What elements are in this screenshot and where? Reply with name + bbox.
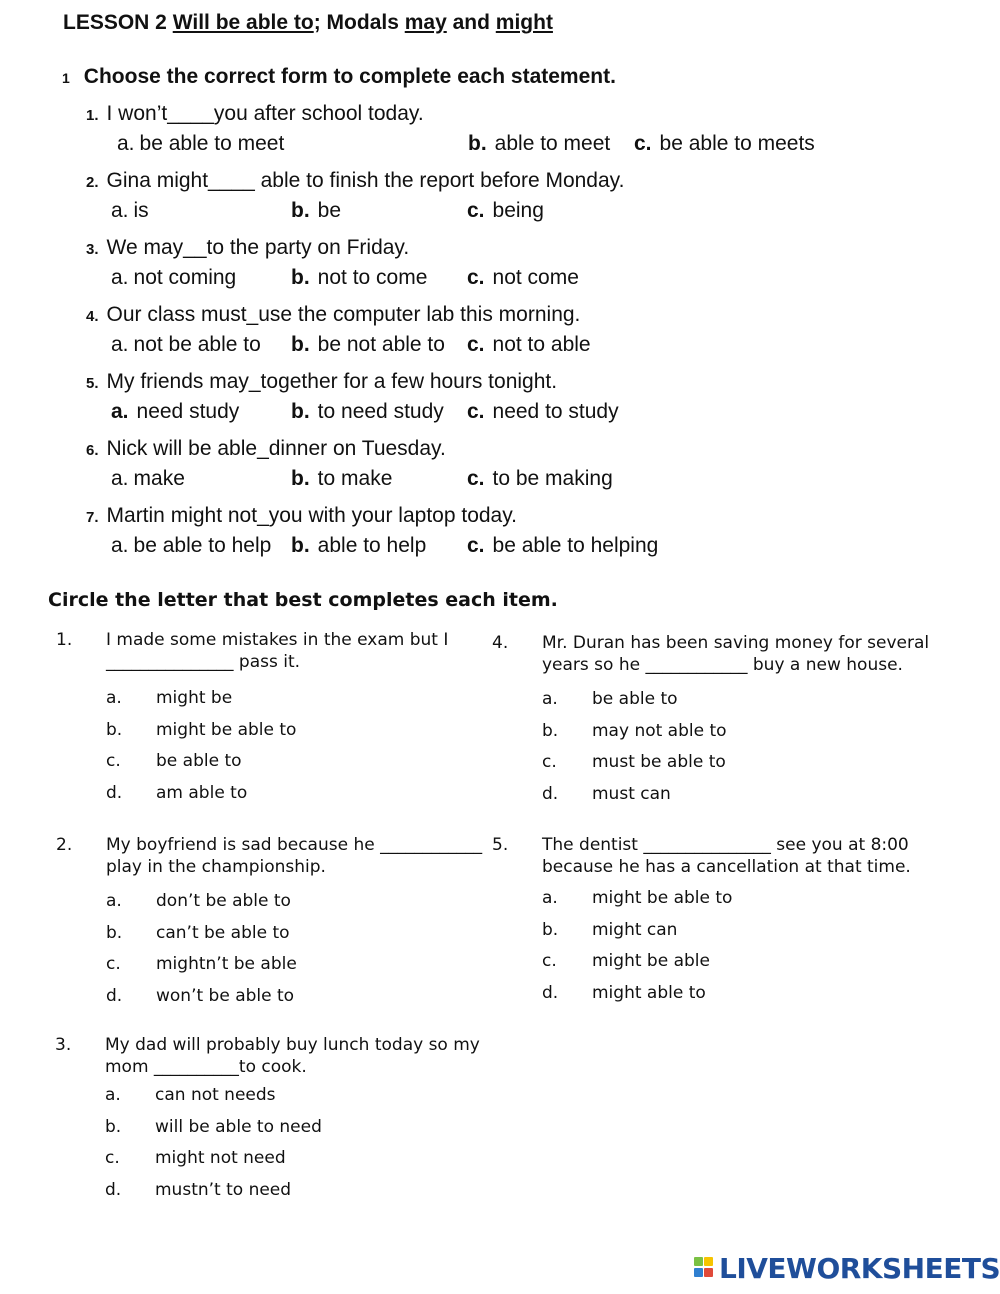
option-c-label: c. xyxy=(467,333,485,356)
option-a xyxy=(111,467,185,491)
option-c-label: c. xyxy=(467,199,485,222)
option-b-label: b. xyxy=(291,199,310,222)
item-option-text: mightn’t be able xyxy=(156,954,297,974)
option-a-label: a. xyxy=(111,266,129,289)
option-a-label: a. xyxy=(111,534,129,557)
title-and: and xyxy=(446,11,496,34)
item-option-text: don’t be able to xyxy=(156,891,291,911)
item-line-2: because he has a cancellation at that time. xyxy=(542,857,911,877)
item-option-letter: b. xyxy=(542,720,559,741)
option-c-label: c. xyxy=(467,266,485,289)
question-text: My friends may_together for a few hours tonight. xyxy=(106,370,558,393)
option-a xyxy=(111,400,239,424)
page-title xyxy=(63,11,553,35)
option-b-text: not to come xyxy=(317,266,428,289)
option-b xyxy=(291,467,392,491)
option-c-text: not come xyxy=(492,266,579,289)
item-option-text: be able to xyxy=(592,689,678,709)
option-a xyxy=(111,333,261,357)
item-option-letter: b. xyxy=(105,1116,122,1137)
item-option-letter: b. xyxy=(106,922,123,943)
option-a-label: a. xyxy=(111,199,129,222)
item-option-letter: c. xyxy=(542,951,557,971)
question-number: 7. xyxy=(86,509,99,526)
option-b-label: b. xyxy=(468,132,487,155)
option-a xyxy=(111,199,149,223)
item-line-1: I made some mistakes in the exam but I xyxy=(106,630,449,650)
option-a xyxy=(111,534,271,558)
option-c-text: need to study xyxy=(492,400,619,423)
item-line-1: Mr. Duran has been saving money for several xyxy=(542,633,930,653)
question-3 xyxy=(86,236,409,260)
item-option-letter: a. xyxy=(542,888,558,908)
option-a xyxy=(117,132,284,156)
item-option-text: am able to xyxy=(156,782,248,803)
item-option-text: might able to xyxy=(592,982,706,1003)
item-option-text: be able to xyxy=(156,751,242,771)
item-option-letter: d. xyxy=(542,982,559,1003)
option-a-label: a. xyxy=(111,333,129,356)
option-c xyxy=(467,266,579,290)
item-option-letter: d. xyxy=(542,783,559,804)
item-option-letter: b. xyxy=(542,919,559,940)
item-option-text: must can xyxy=(592,783,671,804)
item-option-letter: d. xyxy=(106,985,123,1006)
option-c xyxy=(467,467,613,491)
option-c-text: be able to meets xyxy=(659,132,815,155)
option-b-label: b. xyxy=(291,333,310,356)
option-b-label: b. xyxy=(291,400,310,423)
question-number: 5. xyxy=(86,375,99,392)
item-line-2: mom __________to cook. xyxy=(105,1057,307,1077)
item-line-1: My boyfriend is sad because he ____________ xyxy=(106,835,483,855)
question-text: We may__to the party on Friday. xyxy=(106,236,410,259)
item-number: 4. xyxy=(492,633,509,653)
item-number: 1. xyxy=(56,630,73,650)
option-b-label: b. xyxy=(291,534,310,557)
item-line-1: My dad will probably buy lunch today so my xyxy=(105,1035,480,1055)
option-c-text: not to able xyxy=(492,333,591,356)
item-option-text: might be able xyxy=(592,951,710,971)
item-option-text: must be able to xyxy=(592,752,726,772)
title-might: might xyxy=(495,11,553,34)
option-c-label: c. xyxy=(634,132,652,155)
title-text: ; Modals xyxy=(313,11,405,34)
item-option-text: won’t be able to xyxy=(156,985,295,1006)
option-b xyxy=(291,199,341,223)
question-number: 1. xyxy=(86,107,99,124)
option-b xyxy=(291,534,426,558)
item-number: 2. xyxy=(56,835,73,855)
question-text: Nick will be able_dinner on Tuesday. xyxy=(106,437,446,460)
option-c-label: c. xyxy=(467,534,485,557)
item-line-2: play in the championship. xyxy=(106,857,326,877)
question-text: I won’t____you after school today. xyxy=(106,102,424,125)
option-c xyxy=(467,534,658,558)
section2-instruction: Circle the letter that best completes each item. xyxy=(48,589,558,611)
item-option-letter: d. xyxy=(105,1179,122,1200)
option-b xyxy=(468,132,610,156)
question-text: Gina might____ able to finish the report before Monday. xyxy=(106,169,625,192)
item-option-text: can’t be able to xyxy=(156,922,290,943)
option-a-text: be able to meet xyxy=(139,132,285,155)
question-2 xyxy=(86,169,624,193)
option-b xyxy=(291,333,445,357)
item-option-letter: d. xyxy=(106,782,123,803)
item-option-letter: a. xyxy=(106,688,122,708)
item-option-letter: c. xyxy=(105,1148,120,1168)
option-b-text: be xyxy=(317,199,342,222)
option-c-label: c. xyxy=(467,400,485,423)
option-c xyxy=(467,400,619,424)
question-text: Martin might not_you with your laptop today. xyxy=(106,504,518,527)
item-option-text: might can xyxy=(592,919,678,940)
option-a-text: not be able to xyxy=(133,333,261,356)
option-a-label: a. xyxy=(111,467,129,490)
option-c-text: be able to helping xyxy=(492,534,659,557)
question-5 xyxy=(86,370,557,394)
option-b-text: to need study xyxy=(317,400,444,423)
lesson-number: LESSON 2 xyxy=(63,11,167,34)
option-b-label: b. xyxy=(291,266,310,289)
question-7 xyxy=(86,504,517,528)
item-option-letter: c. xyxy=(106,751,121,771)
logo-mark-icon xyxy=(694,1257,718,1279)
item-line-2: _______________ pass it. xyxy=(106,652,301,672)
section1-number: 1 xyxy=(62,70,70,86)
option-c-text: being xyxy=(492,199,544,222)
option-a-text: be able to help xyxy=(133,534,272,557)
option-b-text: able to meet xyxy=(494,132,611,155)
item-option-text: might be able to xyxy=(156,719,297,740)
logo-text: LIVEWORKSHEETS xyxy=(719,1252,1000,1285)
option-b-text: able to help xyxy=(317,534,427,557)
section1-instruction xyxy=(62,65,616,89)
section1-instruction-text: Choose the correct form to complete each statement. xyxy=(83,65,616,88)
item-option-text: may not able to xyxy=(592,720,727,741)
question-number: 2. xyxy=(86,174,99,191)
question-4 xyxy=(86,303,580,327)
item-option-text: might not need xyxy=(155,1148,286,1168)
option-c xyxy=(467,333,591,357)
item-number: 3. xyxy=(55,1035,72,1055)
question-number: 4. xyxy=(86,308,99,325)
question-number: 6. xyxy=(86,442,99,459)
item-number: 5. xyxy=(492,835,509,855)
option-b xyxy=(291,400,444,424)
title-may: may xyxy=(404,11,447,34)
option-a-text: make xyxy=(133,467,185,490)
item-option-text: will be able to need xyxy=(155,1116,322,1137)
item-option-letter: c. xyxy=(542,752,557,772)
item-option-letter: b. xyxy=(106,719,123,740)
option-c xyxy=(634,132,815,156)
item-option-text: mustn’t to need xyxy=(155,1179,292,1200)
option-a xyxy=(111,266,236,290)
option-c-label: c. xyxy=(467,467,485,490)
option-b-text: be not able to xyxy=(317,333,445,356)
item-line-1: The dentist _______________ see you at 8:00 xyxy=(542,835,909,855)
question-1 xyxy=(86,102,424,126)
question-text: Our class must_use the computer lab this morning. xyxy=(106,303,581,326)
item-line-2: years so he ____________ buy a new house. xyxy=(542,655,903,675)
item-option-letter: a. xyxy=(105,1085,121,1105)
option-a-label: a. xyxy=(111,400,129,423)
item-option-letter: a. xyxy=(542,689,558,709)
option-b xyxy=(291,266,427,290)
item-option-text: might be able to xyxy=(592,888,733,908)
option-b-text: to make xyxy=(317,467,393,490)
option-b-label: b. xyxy=(291,467,310,490)
item-option-letter: a. xyxy=(106,891,122,911)
item-option-letter: c. xyxy=(106,954,121,974)
option-c-text: to be making xyxy=(492,467,613,490)
question-6 xyxy=(86,437,446,461)
option-c xyxy=(467,199,544,223)
item-option-text: might be xyxy=(156,688,233,708)
title-topic: Will be able to xyxy=(172,11,314,34)
item-option-text: can not needs xyxy=(155,1085,276,1105)
question-number: 3. xyxy=(86,241,99,258)
option-a-text: not coming xyxy=(133,266,237,289)
option-a-label: a. xyxy=(117,132,135,155)
option-a-text: is xyxy=(133,199,149,222)
option-a-text: need study xyxy=(136,400,240,423)
